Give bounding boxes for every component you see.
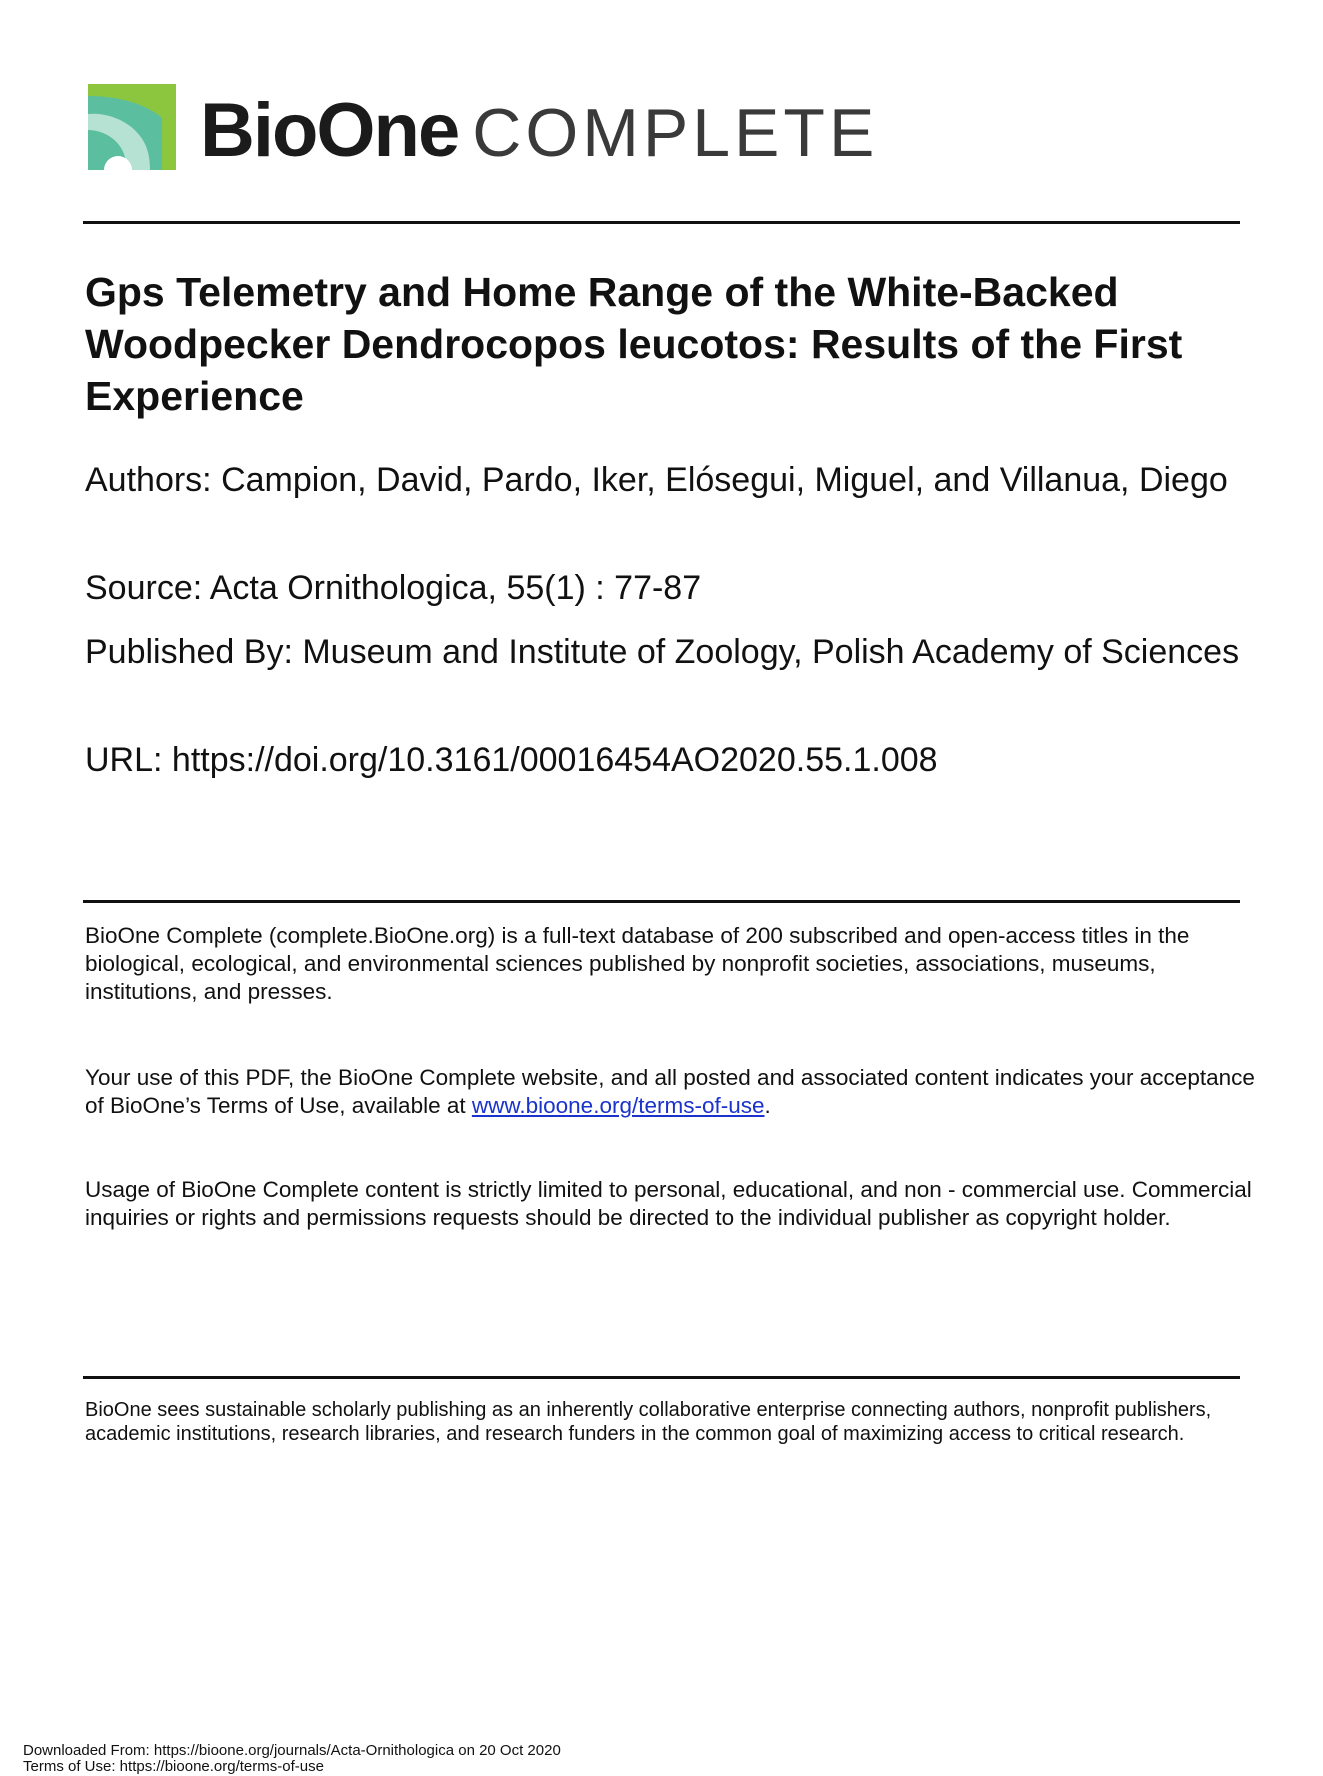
mission-statement: BioOne sees sustainable scholarly publishing as an inherently collaborative enterprise connecting authors, nonprofit publishers, academic institutions, research libraries, and research funders in the common goal of maximizing access to critical research. <box>85 1399 1212 1445</box>
terms-of-use-link[interactable]: www.bioone.org/terms-of-use <box>471 1093 765 1118</box>
bioone-logo-icon <box>88 84 176 170</box>
logo-wordmark <box>200 88 879 173</box>
bioone-complete-logo <box>88 84 879 173</box>
article-title: Gps Telemetry and Home Range of the White-Backed Woodpecker Dendrocopos leucotos: Results of the First Experience <box>85 269 1183 419</box>
logo-wordmark-complete: COMPLETE <box>472 95 879 171</box>
logo-wordmark-bioone: BioOne <box>200 88 459 173</box>
database-notice: BioOne Complete (complete.BioOne.org) is a full-text database of 200 subscribed and open-access titles in the biological, ecological, and environmental sciences published by nonprofit societies, associations, museums, institutions, and presses. <box>85 923 1190 1004</box>
terms-notice-end: . <box>764 1093 771 1118</box>
article-authors: Authors: Campion, David, Pardo, Iker, Elósegui, Miguel, and Villanua, Diego <box>85 461 1228 499</box>
mission-divider <box>83 1376 1240 1379</box>
article-url: URL: https://doi.org/10.3161/00016454AO2020.55.1.008 <box>85 741 938 779</box>
terms-of-use-line: Terms of Use: https://bioone.org/terms-of-use <box>23 1758 324 1775</box>
terms-notice-text: Your use of this PDF, the BioOne Complete website, and all posted and associated content indicates your acceptance of BioOne’s Terms of Use, available at <box>85 1065 1255 1118</box>
usage-notice: Usage of BioOne Complete content is strictly limited to personal, educational, and non - commercial use. Commercial inquiries or rights and permissions requests should be directed to the individual publisher as copyright holder. <box>85 1177 1252 1230</box>
header-divider <box>83 221 1240 224</box>
article-publisher: Published By: Museum and Institute of Zoology, Polish Academy of Sciences <box>85 633 1240 671</box>
notice-divider <box>83 900 1240 903</box>
article-source: Source: Acta Ornithologica, 55(1) : 77-87 <box>85 569 702 607</box>
download-footer <box>23 1743 561 1775</box>
terms-notice <box>85 1064 1255 1120</box>
downloaded-from-line: Downloaded From: https://bioone.org/journals/Acta-Ornithologica on 20 Oct 2020 <box>23 1742 561 1759</box>
